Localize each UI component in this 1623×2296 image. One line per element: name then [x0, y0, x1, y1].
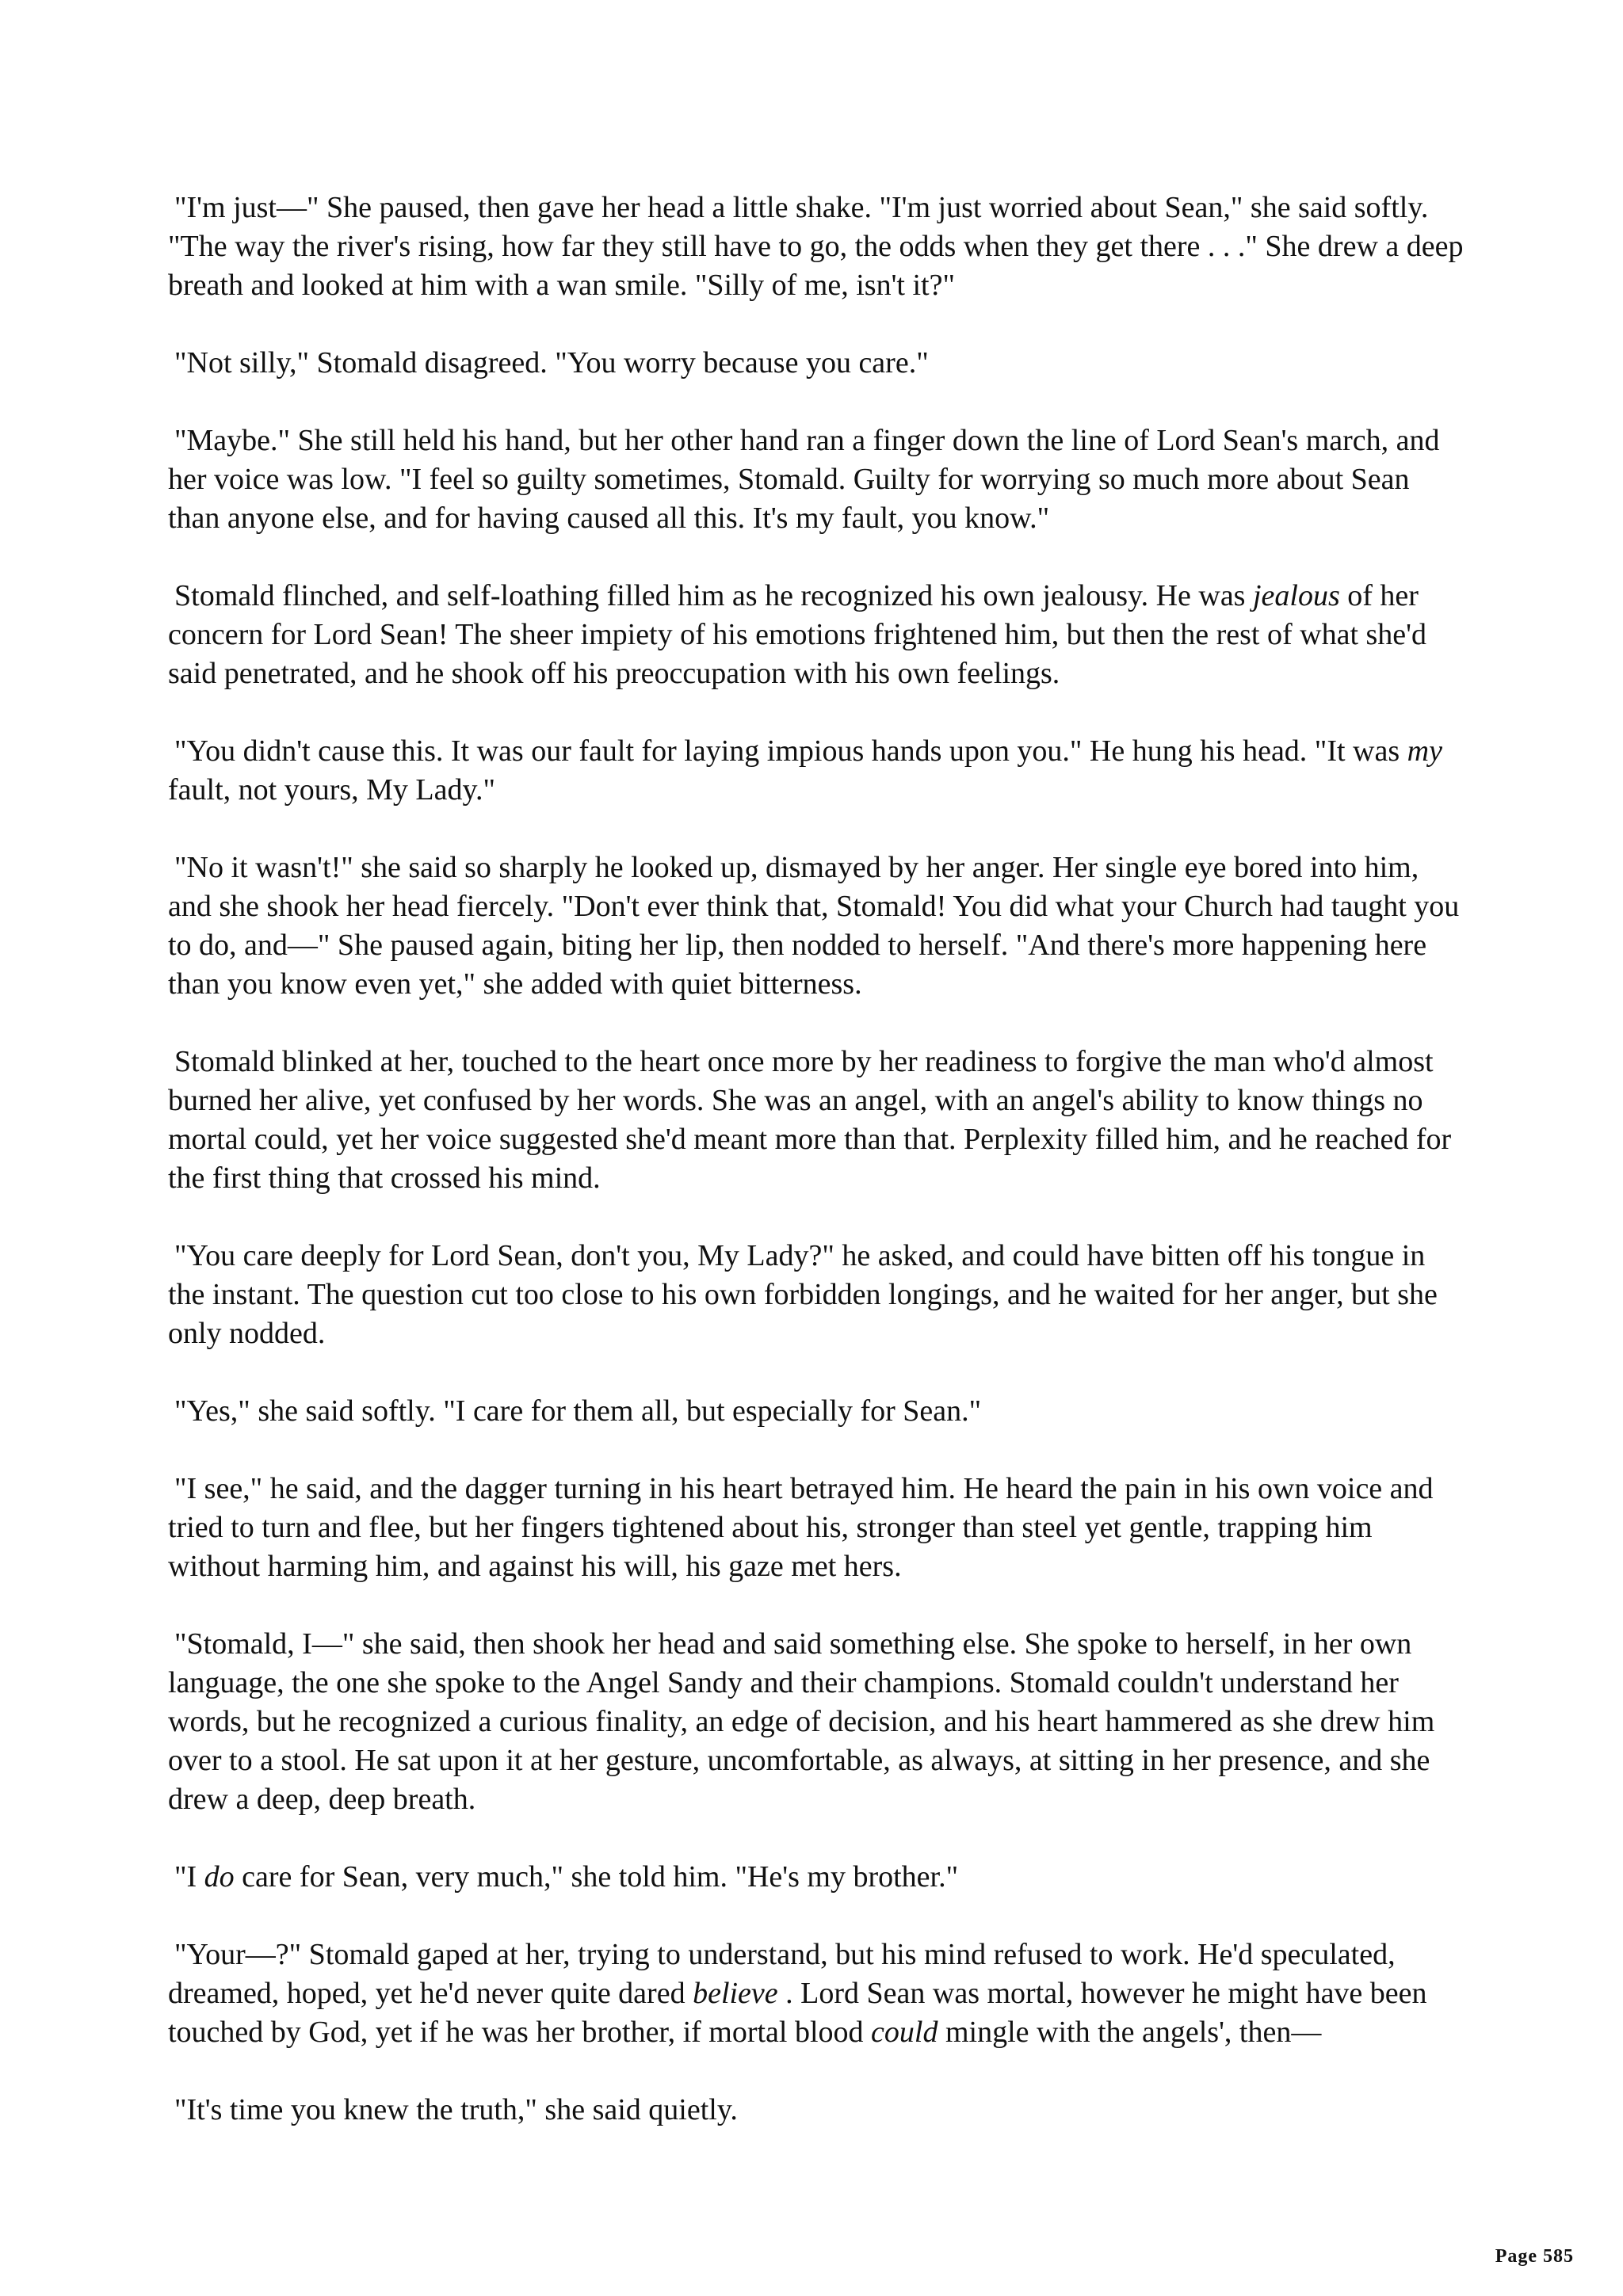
- text-segment: "You care deeply for Lord Sean, don't you, My Lady?" he asked, and could have bitten off his tongue in the instant. The question cut too close to his own forbidden longings, and he waited for her anger, but she only nodded.: [168, 1239, 1438, 1350]
- text-segment: of her concern for Lord Sean! The sheer impiety of his emotions frightened him, but then the rest of what she'd said penetrated, and he shook off his preoccupation with his own feelings.: [168, 579, 1427, 690]
- text-segment: care for Sean, very much," she told him. "He's my brother.": [234, 1860, 959, 1894]
- text-segment: "No it wasn't!" she said so sharply he looked up, dismayed by her anger. Her single eye bored into him, and she shook her head fiercely. "Don't ever think that, Stomald! You did what your Church had taught you to do, and—" She paused again, biting her lip, then nodded to herself. "And there's more happening here than you know even yet," she added with quiet bitterness.: [168, 851, 1460, 1001]
- text-segment: "Yes," she said softly. "I care for them all, but especially for Sean.": [174, 1394, 982, 1428]
- page-number: Page 585: [1495, 2246, 1574, 2267]
- text-segment: "Not silly," Stomald disagreed. "You worry because you care.": [174, 346, 929, 379]
- paragraph: [168, 421, 1468, 538]
- paragraph: [168, 344, 1468, 383]
- paragraph: [168, 2091, 1468, 2130]
- paragraph: [168, 189, 1468, 305]
- emphasis-text: could: [871, 2016, 938, 2049]
- text-segment: mingle with the angels', then—: [938, 2016, 1322, 2049]
- text-segment: Stomald blinked at her, touched to the heart once more by her readiness to forgive the man who'd almost burned her alive, yet confused by her words. She was an angel, with an angel's ability to know things no mortal could, yet her voice suggested she'd meant more than that. Perplexity filled him, and he reached for the first thing that crossed his mind.: [168, 1045, 1452, 1195]
- text-segment: Stomald flinched, and self-loathing filled him as he recognized his own jealousy. He was: [174, 579, 1253, 612]
- text-segment: "Your—?" Stomald gaped at her, trying to understand, but his mind refused to work. He'd speculated, dreamed, hoped, yet he'd never quite dared: [168, 1938, 1396, 2010]
- text-segment: fault, not yours, My Lady.": [168, 773, 496, 807]
- text-segment: "It's time you knew the truth," she said quietly.: [174, 2093, 738, 2126]
- paragraph: [168, 577, 1468, 693]
- text-segment: . Lord Sean was mortal, however he might have been touched by God, yet if he was her brother, if mortal blood: [168, 1977, 1427, 2049]
- paragraph: [168, 1858, 1468, 1897]
- paragraph: [168, 1043, 1468, 1198]
- paragraph: [168, 1936, 1468, 2052]
- paragraph: [168, 1625, 1468, 1819]
- emphasis-text: believe: [693, 1977, 778, 2010]
- paragraph: [168, 1470, 1468, 1586]
- text-segment: "I see," he said, and the dagger turning in his heart betrayed him. He heard the pain in his own voice and tried to turn and flee, but her fingers tightened about his, stronger than steel yet gentle, trapping him without harming him, and against his will, his gaze met hers.: [168, 1472, 1434, 1583]
- text-segment: "Maybe." She still held his hand, but her other hand ran a finger down the line of Lord Sean's march, and her voice was low. "I feel so guilty sometimes, Stomald. Guilty for worrying so much more about Sean than anyone else, and for having caused all this. It's my fault, you know.": [168, 424, 1440, 535]
- text-segment: "You didn't cause this. It was our fault for laying impious hands upon you." He hung his head. "It was: [174, 734, 1407, 768]
- text-segment: "Stomald, I—" she said, then shook her head and said something else. She spoke to herself, in her own language, the one she spoke to the Angel Sandy and their champions. Stomald couldn't understand her words, but he recognized a curious finality, an edge of decision, and his heart hammered as she drew him over to a stool. He sat upon it at her gesture, uncomfortable, as always, at sitting in her presence, and she drew a deep, deep breath.: [168, 1627, 1435, 1816]
- page-body: [168, 189, 1468, 2168]
- paragraph: [168, 1392, 1468, 1431]
- emphasis-text: my: [1407, 734, 1442, 768]
- emphasis-text: jealous: [1252, 579, 1340, 612]
- paragraph: [168, 1237, 1468, 1353]
- paragraph: [168, 849, 1468, 1004]
- paragraph: [168, 732, 1468, 810]
- emphasis-text: do: [204, 1860, 235, 1894]
- text-segment: "I: [174, 1860, 204, 1894]
- text-segment: "I'm just—" She paused, then gave her head a little shake. "I'm just worried about Sean," she said softly. "The way the river's rising, how far they still have to go, the odds when they get there . . ." She drew a deep breath and looked at him with a wan smile. "Silly of me, isn't it?": [168, 191, 1464, 302]
